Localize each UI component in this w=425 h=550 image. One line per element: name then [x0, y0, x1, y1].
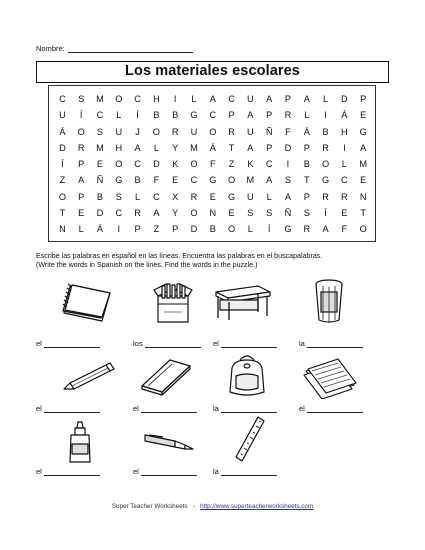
- name-label: Nombre:: [36, 44, 65, 53]
- puzzle-letter: C: [190, 175, 198, 186]
- puzzle-letter: U: [59, 110, 66, 121]
- puzzle-letter: Z: [153, 224, 160, 235]
- answer-line-1[interactable]: [44, 340, 100, 348]
- puzzle-letter: J: [135, 126, 140, 137]
- puzzle-letter: I: [343, 142, 346, 153]
- puzzle-letter: B: [209, 224, 216, 235]
- puzzle-letter: E: [209, 191, 216, 202]
- instructions: [36, 252, 396, 271]
- puzzle-letter: L: [191, 94, 197, 104]
- puzzle-letter: O: [152, 126, 160, 137]
- puzzle-letter: B: [322, 126, 329, 137]
- puzzle-letter: Í: [324, 208, 327, 219]
- answer-blank-2[interactable]: [133, 339, 201, 348]
- answer-blank-1[interactable]: [36, 339, 100, 348]
- puzzle-letter: S: [78, 94, 85, 104]
- puzzle-letter: A: [134, 142, 141, 153]
- puzzle-letter: Á: [96, 224, 104, 235]
- answer-line-3[interactable]: [221, 340, 277, 348]
- wastebasket-icon: [313, 278, 345, 324]
- puzzle-letter: S: [247, 208, 254, 219]
- puzzle-letter: D: [96, 208, 104, 219]
- puzzle-letter: Z: [228, 159, 235, 170]
- article-6: el: [133, 404, 139, 413]
- puzzle-letter: S: [303, 208, 310, 219]
- pencil-icon: [60, 361, 116, 391]
- puzzle-letter: C: [134, 159, 141, 170]
- puzzle-letter: G: [209, 175, 217, 186]
- puzzle-letter: E: [96, 159, 104, 170]
- puzzle-letter: P: [360, 94, 367, 104]
- puzzle-letter: K: [172, 159, 179, 170]
- pen-icon: [141, 429, 195, 453]
- puzzle-letter: C: [134, 94, 141, 104]
- answer-line-7[interactable]: [221, 405, 277, 413]
- puzzle-letter: P: [266, 142, 273, 153]
- book-icon: [140, 356, 192, 396]
- puzzle-letter: O: [58, 191, 66, 202]
- school-desk-icon: [212, 282, 274, 322]
- puzzle-letter: Í: [267, 224, 271, 235]
- answer-blank-10[interactable]: [133, 467, 197, 476]
- puzzle-letter: Á: [341, 110, 348, 121]
- puzzle-letter: P: [303, 142, 310, 153]
- puzzle-letter: D: [284, 142, 292, 153]
- puzzle-letter: L: [135, 191, 141, 202]
- puzzle-letter: K: [247, 159, 254, 170]
- puzzle-letter: C: [59, 94, 66, 104]
- puzzle-letter: L: [322, 94, 329, 104]
- puzzle-letter: R: [284, 110, 292, 121]
- puzzle-letter: C: [341, 175, 348, 186]
- puzzle-letter: Í: [61, 159, 64, 170]
- article-11: la: [213, 467, 219, 476]
- puzzle-letter: S: [96, 126, 104, 137]
- puzzle-letter: A: [303, 94, 310, 104]
- puzzle-letter: L: [153, 142, 159, 153]
- ruler-icon: [232, 415, 268, 463]
- puzzle-letter: L: [341, 159, 347, 170]
- puzzle-letter: B: [153, 110, 160, 121]
- answer-blank-9[interactable]: [36, 467, 100, 476]
- puzzle-letter: G: [321, 175, 330, 186]
- puzzle-letter: T: [360, 208, 366, 219]
- article-8: el: [299, 404, 305, 413]
- puzzle-letter: A: [247, 110, 254, 121]
- puzzle-letter: O: [321, 159, 330, 170]
- puzzle-letter: R: [190, 191, 198, 202]
- puzzle-letter: G: [284, 224, 292, 235]
- article-9: el: [36, 467, 42, 476]
- answer-line-6[interactable]: [141, 405, 197, 413]
- answer-line-11[interactable]: [221, 468, 277, 476]
- puzzle-letter: Ñ: [96, 175, 104, 186]
- answer-line-10[interactable]: [141, 468, 197, 476]
- puzzle-letter: D: [153, 159, 160, 170]
- puzzle-letter: P: [228, 110, 235, 121]
- answer-blank-5[interactable]: [36, 404, 100, 413]
- puzzle-letter: C: [153, 191, 160, 202]
- puzzle-letter: R: [77, 142, 85, 153]
- instructions-spanish: Escribe las palabras en español en las líneas. Encuentra las palabras en el buscapalabras.: [36, 252, 323, 260]
- answer-line-4[interactable]: [307, 340, 363, 348]
- puzzle-letter: L: [266, 191, 272, 202]
- puzzle-letter: H: [153, 94, 160, 104]
- puzzle-letter: G: [115, 175, 123, 186]
- puzzle-letter: Y: [172, 142, 179, 153]
- puzzle-letter: L: [304, 110, 310, 121]
- paper-sheets-icon: [300, 357, 360, 399]
- answer-blank-7[interactable]: [213, 404, 277, 413]
- title-box: [36, 61, 389, 83]
- puzzle-letter: C: [209, 110, 217, 121]
- puzzle-letter: S: [284, 175, 292, 186]
- article-2: los: [133, 339, 143, 348]
- article-4: la: [299, 339, 305, 348]
- puzzle-letter: D: [59, 142, 66, 153]
- puzzle-letter: I: [173, 94, 177, 104]
- puzzle-letter: T: [59, 208, 66, 219]
- answer-line-2[interactable]: [145, 340, 201, 348]
- puzzle-letter: U: [247, 126, 254, 137]
- puzzle-letter: A: [284, 191, 292, 202]
- puzzle-letter: Z: [59, 175, 66, 186]
- crayons-box-icon: [152, 280, 194, 324]
- puzzle-letter: R: [341, 191, 348, 202]
- puzzle-letter: P: [266, 110, 273, 121]
- puzzle-letter: L: [116, 110, 122, 121]
- puzzle-letter: G: [227, 191, 236, 202]
- puzzle-letter: M: [190, 142, 198, 153]
- puzzle-letter: M: [246, 175, 255, 186]
- puzzle-letter: O: [77, 126, 85, 137]
- puzzle-letter: A: [360, 142, 367, 153]
- puzzle-letter: Ñ: [284, 208, 292, 219]
- footer: [0, 503, 425, 510]
- article-5: el: [36, 404, 42, 413]
- puzzle-letter: E: [341, 208, 348, 219]
- word-search-puzzle: [48, 85, 376, 242]
- puzzle-letter: I: [286, 159, 290, 170]
- word-search-grid: [53, 91, 373, 238]
- answer-blank-8[interactable]: [299, 404, 363, 413]
- instructions-english: (Write the words in Spanish on the lines. Find the words in the puzzle.): [36, 261, 258, 270]
- puzzle-letter: N: [209, 208, 217, 219]
- puzzle-letter: A: [78, 175, 85, 186]
- puzzle-letter: A: [153, 208, 160, 219]
- glue-bottle-icon: [66, 420, 94, 464]
- puzzle-letter: E: [172, 175, 179, 186]
- puzzle-letter: S: [266, 208, 273, 219]
- puzzle-letter: Á: [59, 126, 66, 137]
- puzzle-letter: F: [341, 224, 348, 235]
- puzzle-letter: U: [247, 191, 254, 202]
- puzzle-letter: E: [78, 208, 85, 219]
- puzzle-letter: M: [359, 159, 367, 170]
- puzzle-letter: O: [190, 208, 198, 219]
- puzzle-letter: B: [303, 159, 310, 170]
- puzzle-letter: L: [78, 224, 84, 235]
- article-3: el: [213, 339, 219, 348]
- puzzle-letter: B: [96, 191, 104, 202]
- puzzle-letter: N: [359, 191, 367, 202]
- puzzle-letter: O: [115, 159, 123, 170]
- puzzle-letter: C: [96, 110, 104, 121]
- name-field[interactable]: [36, 44, 193, 53]
- puzzle-letter: Á: [303, 126, 310, 137]
- page-title: Los materiales escolares: [125, 63, 300, 79]
- puzzle-letter: U: [247, 94, 254, 104]
- puzzle-letter: E: [360, 110, 367, 121]
- puzzle-letter: P: [78, 159, 85, 170]
- puzzle-letter: U: [115, 126, 123, 137]
- puzzle-letter: R: [322, 191, 329, 202]
- answer-blank-4[interactable]: [299, 339, 363, 348]
- puzzle-letter: E: [360, 175, 367, 186]
- footer-brand: Super Teacher Worksheets: [111, 503, 188, 510]
- puzzle-letter: R: [303, 224, 311, 235]
- puzzle-letter: Ñ: [265, 126, 273, 137]
- puzzle-letter: A: [209, 94, 216, 104]
- puzzle-letter: P: [172, 224, 179, 235]
- article-7: la: [213, 404, 219, 413]
- puzzle-letter: B: [134, 175, 141, 186]
- article-10: el: [133, 467, 139, 476]
- puzzle-letter: G: [359, 126, 367, 137]
- puzzle-letter: X: [172, 191, 179, 202]
- puzzle-letter: I: [324, 110, 327, 121]
- puzzle-letter: P: [134, 224, 141, 235]
- puzzle-letter: T: [228, 142, 235, 153]
- puzzle-letter: Y: [172, 208, 179, 219]
- puzzle-letter: A: [266, 175, 273, 186]
- puzzle-letter: P: [303, 191, 310, 202]
- puzzle-letter: C: [228, 94, 235, 104]
- spiral-notebook-icon: [58, 281, 116, 323]
- puzzle-letter: U: [190, 126, 198, 137]
- puzzle-letter: O: [190, 159, 198, 170]
- puzzle-letter: E: [228, 208, 235, 219]
- puzzle-letter: M: [96, 94, 104, 104]
- puzzle-letter: C: [115, 208, 123, 219]
- puzzle-letter: O: [359, 224, 367, 235]
- puzzle-letter: F: [153, 175, 160, 186]
- puzzle-letter: P: [78, 191, 85, 202]
- backpack-icon: [226, 352, 268, 398]
- puzzle-letter: F: [285, 126, 291, 137]
- puzzle-letter: F: [209, 159, 216, 170]
- answer-blank-6[interactable]: [133, 404, 197, 413]
- puzzle-letter: H: [115, 142, 123, 153]
- answer-line-5[interactable]: [44, 405, 100, 413]
- answer-blank-3[interactable]: [213, 339, 277, 348]
- puzzle-letter: O: [209, 126, 217, 137]
- puzzle-letter: B: [172, 110, 179, 121]
- puzzle-letter: R: [322, 142, 329, 153]
- puzzle-letter: Á: [209, 142, 216, 153]
- footer-link[interactable]: http://www.superteacherworksheets.com: [200, 503, 314, 510]
- puzzle-letter: M: [96, 142, 104, 153]
- puzzle-letter: A: [247, 142, 254, 153]
- answer-line-8[interactable]: [307, 405, 363, 413]
- puzzle-letter: S: [115, 191, 122, 202]
- puzzle-letter: N: [59, 224, 66, 235]
- answer-blank-11[interactable]: [213, 467, 277, 476]
- puzzle-letter: R: [171, 126, 179, 137]
- name-blank-line[interactable]: [68, 44, 193, 53]
- puzzle-letter: O: [227, 224, 236, 235]
- puzzle-letter: O: [227, 175, 236, 186]
- puzzle-letter: H: [341, 126, 348, 137]
- puzzle-letter: O: [115, 94, 123, 104]
- article-1: el: [36, 339, 42, 348]
- puzzle-letter: P: [284, 94, 292, 104]
- puzzle-letter: D: [341, 94, 348, 104]
- puzzle-letter: L: [247, 224, 253, 235]
- puzzle-letter: G: [190, 110, 198, 121]
- answer-line-9[interactable]: [44, 468, 100, 476]
- puzzle-letter: R: [228, 126, 235, 137]
- puzzle-letter: A: [322, 224, 329, 235]
- puzzle-letter: Í: [79, 110, 83, 121]
- footer-separator: -: [192, 503, 195, 510]
- puzzle-letter: I: [117, 224, 121, 235]
- puzzle-letter: D: [190, 224, 198, 235]
- puzzle-letter: A: [266, 94, 273, 104]
- puzzle-letter: T: [303, 175, 310, 186]
- puzzle-letter: Í: [136, 110, 139, 121]
- puzzle-letter: R: [134, 208, 141, 219]
- puzzle-letter: C: [265, 159, 273, 170]
